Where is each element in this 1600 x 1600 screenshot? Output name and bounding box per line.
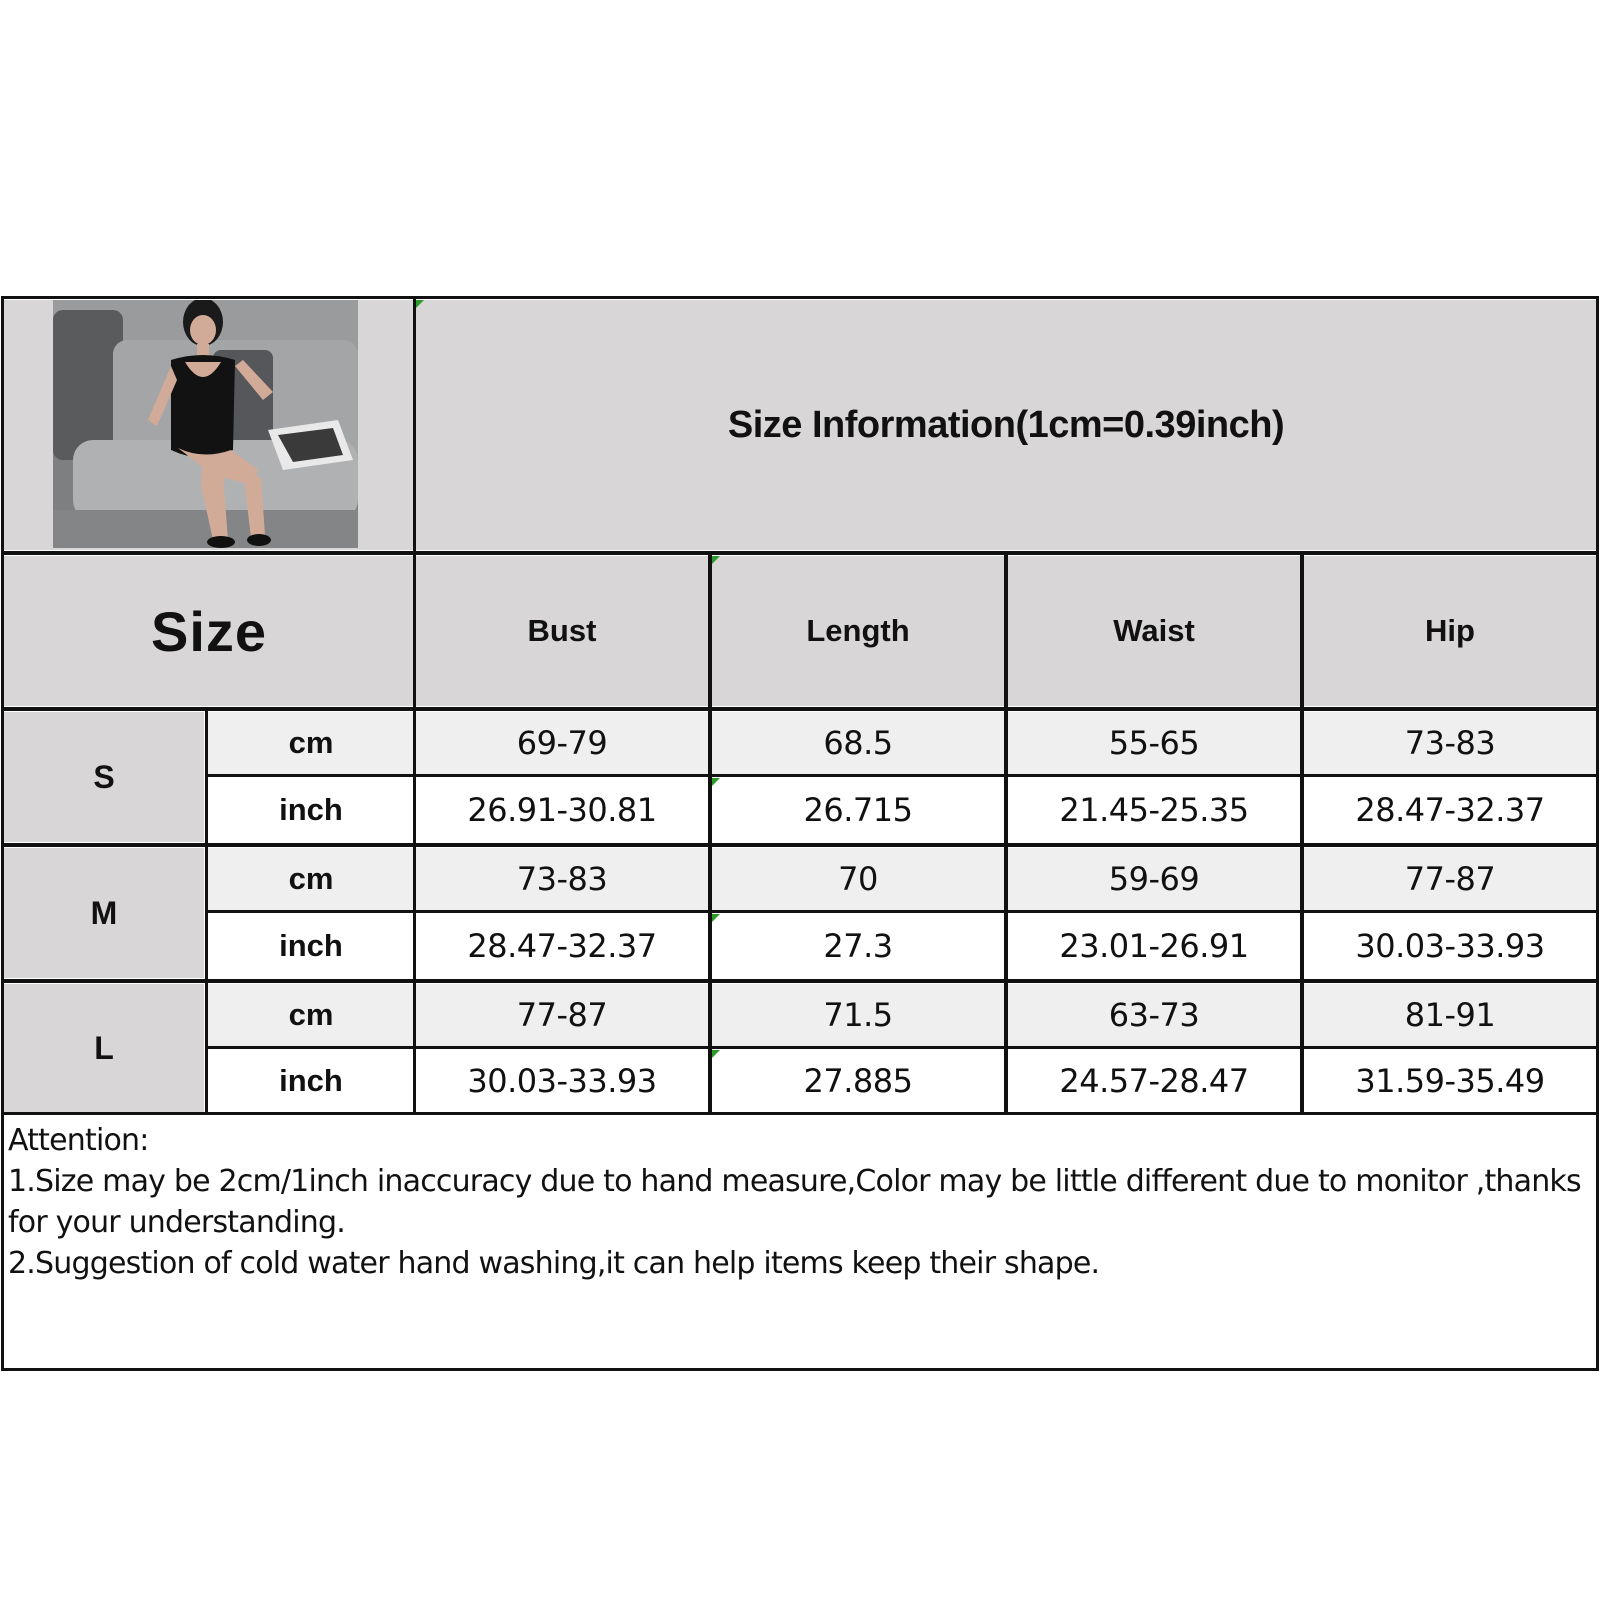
column-divider: [205, 709, 208, 1115]
value-cell: [416, 778, 708, 842]
hip-value: 30.03-33.93: [1355, 927, 1545, 965]
column-header-length: [712, 556, 1004, 706]
table-border-right: [1596, 296, 1599, 1371]
unit-label: cm: [288, 997, 334, 1032]
hip-value: 81-91: [1404, 996, 1496, 1034]
waist-value: 59-69: [1108, 860, 1200, 898]
value-cell: [712, 1050, 1004, 1112]
unit-label: inch: [279, 1063, 343, 1098]
column-header-label: Bust: [527, 613, 597, 648]
value-cell: [416, 848, 708, 910]
notes-line-1: 1.Size may be 2cm/1inch inaccuracy due to hand measure,Color may be little different due to monitor ,thanks for your understanding.: [8, 1164, 1581, 1240]
unit-cell: [208, 914, 414, 978]
size-label: L: [94, 1029, 114, 1066]
green-corner-marker: [416, 300, 424, 308]
unit-cell: [208, 712, 414, 774]
size-label: M: [90, 894, 118, 931]
column-header-label: Hip: [1425, 613, 1475, 648]
value-cell: [416, 984, 708, 1046]
bust-value: 77-87: [516, 996, 608, 1034]
bust-value: 30.03-33.93: [467, 1062, 657, 1100]
unit-label: cm: [288, 725, 334, 760]
product-photo: [53, 300, 358, 548]
green-corner-marker: [712, 556, 720, 564]
value-cell: [1008, 778, 1300, 842]
length-value: 68.5: [823, 724, 893, 762]
notes-heading: Attention:: [8, 1123, 149, 1158]
hip-value: 77-87: [1404, 860, 1496, 898]
attention-notes: [8, 1120, 1592, 1284]
value-cell: [416, 914, 708, 978]
column-header-bust: [416, 556, 708, 706]
value-cell: [1008, 984, 1300, 1046]
hip-value: 31.59-35.49: [1355, 1062, 1545, 1100]
column-divider: [413, 296, 416, 1115]
length-value: 27.885: [803, 1062, 913, 1100]
waist-value: 21.45-25.35: [1059, 791, 1249, 829]
waist-value: 55-65: [1108, 724, 1200, 762]
unit-label: cm: [288, 861, 334, 896]
product-photo-illustration: [53, 300, 358, 548]
unit-label: inch: [279, 928, 343, 963]
row-divider: [1, 551, 1599, 555]
value-cell: [1304, 1050, 1596, 1112]
size-label-s: [4, 712, 204, 842]
bust-value: 69-79: [516, 724, 608, 762]
column-divider: [1300, 553, 1304, 1115]
size-label-m: [4, 848, 204, 978]
green-corner-marker: [712, 1050, 720, 1058]
length-value: 27.3: [823, 927, 893, 965]
value-cell: [1304, 914, 1596, 978]
column-header-waist: [1008, 556, 1300, 706]
value-cell: [1008, 712, 1300, 774]
page-title: Size Information(1cm=0.39inch): [727, 403, 1285, 446]
column-header-label: Length: [806, 613, 910, 648]
column-header-hip: [1304, 556, 1596, 706]
length-value: 70: [838, 860, 878, 898]
column-divider: [1004, 553, 1008, 1115]
length-value: 71.5: [823, 996, 893, 1034]
value-cell: [1304, 778, 1596, 842]
title-cell: [416, 300, 1596, 550]
length-value: 26.715: [803, 791, 913, 829]
waist-value: 63-73: [1108, 996, 1200, 1034]
size-label-l: [4, 984, 204, 1112]
row-divider: [1, 979, 1599, 983]
unit-cell: [208, 1050, 414, 1112]
waist-value: 24.57-28.47: [1059, 1062, 1249, 1100]
table-border-left: [1, 296, 4, 1371]
table-border-bottom: [1, 1368, 1599, 1371]
row-divider: [1, 707, 1599, 711]
size-header: Size: [150, 599, 268, 663]
bust-value: 26.91-30.81: [467, 791, 657, 829]
size-header-cell: [4, 556, 414, 706]
value-cell: [1008, 848, 1300, 910]
column-divider: [708, 553, 712, 1115]
hip-value: 73-83: [1404, 724, 1496, 762]
hip-value: 28.47-32.37: [1355, 791, 1545, 829]
value-cell: [712, 778, 1004, 842]
value-cell: [1304, 848, 1596, 910]
green-corner-marker: [712, 778, 720, 786]
value-cell: [1304, 712, 1596, 774]
bust-value: 28.47-32.37: [467, 927, 657, 965]
value-cell: [1008, 1050, 1300, 1112]
green-corner-marker: [712, 914, 720, 922]
table-border-top: [1, 296, 1599, 299]
value-cell: [1304, 984, 1596, 1046]
column-header-label: Waist: [1113, 613, 1195, 648]
unit-label: inch: [279, 792, 343, 827]
value-cell: [416, 712, 708, 774]
waist-value: 23.01-26.91: [1059, 927, 1249, 965]
notes-line-2: 2.Suggestion of cold water hand washing,it can help items keep their shape.: [8, 1246, 1100, 1281]
value-cell: [712, 712, 1004, 774]
bust-value: 73-83: [516, 860, 608, 898]
unit-cell: [208, 848, 414, 910]
value-cell: [712, 848, 1004, 910]
size-label: S: [93, 758, 115, 795]
value-cell: [416, 1050, 708, 1112]
value-cell: [1008, 914, 1300, 978]
row-divider: [1, 843, 1599, 847]
row-divider: [1, 1112, 1599, 1115]
value-cell: [712, 914, 1004, 978]
value-cell: [712, 984, 1004, 1046]
unit-cell: [208, 984, 414, 1046]
unit-cell: [208, 778, 414, 842]
